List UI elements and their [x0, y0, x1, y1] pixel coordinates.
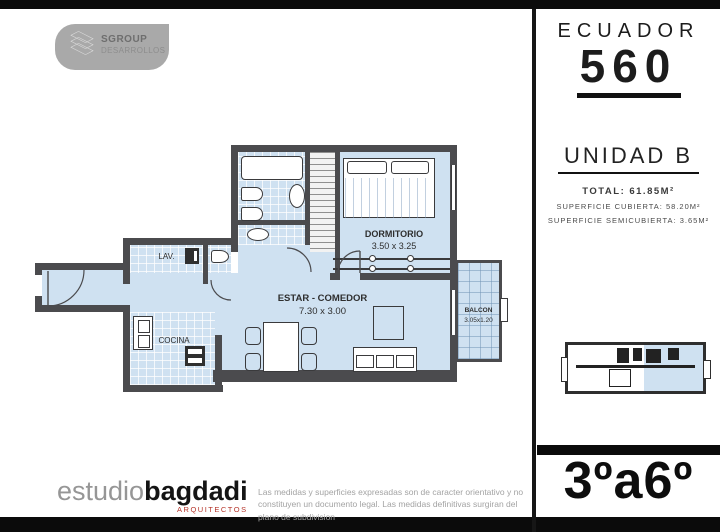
estar-label: ESTAR - COMEDOR	[277, 293, 368, 304]
wall	[330, 273, 340, 280]
toilet	[241, 207, 263, 221]
studio-name-light: estudio	[57, 476, 145, 506]
studio-name-bold: bagdadi	[144, 476, 248, 506]
sofa	[353, 347, 417, 372]
unit-total: TOTAL: 61.85M²	[582, 186, 675, 197]
unit-superficie-cubierta: SUPERFICIE CUBIERTA: 58.20M²	[556, 202, 701, 211]
pillow	[391, 161, 429, 174]
unit-info	[537, 143, 720, 225]
wall	[335, 152, 340, 273]
studio-logo	[57, 478, 248, 514]
top-black-bar	[0, 0, 720, 9]
wall	[123, 238, 130, 284]
project-header	[537, 20, 720, 98]
wall	[35, 305, 130, 312]
wall	[203, 245, 208, 284]
bidet	[241, 187, 263, 201]
developer-logo	[55, 24, 169, 70]
dormitorio-label: DORMITORIO	[364, 229, 424, 239]
burner-row	[188, 349, 202, 354]
wall	[35, 263, 130, 270]
pillow	[347, 161, 387, 174]
balcon-dims: 3.05x1.20	[464, 316, 493, 324]
chair	[245, 353, 261, 371]
chair	[301, 353, 317, 371]
wall	[231, 145, 238, 252]
sofa-cushion	[396, 355, 414, 368]
bedroom-window	[451, 165, 456, 210]
studio-subtitle: ARQUITECTOS	[177, 505, 248, 514]
project-number: 560	[579, 40, 678, 92]
wardrobe-rail	[333, 268, 450, 270]
key-plan-thumbnail	[565, 342, 706, 394]
wall	[213, 370, 457, 382]
wall	[305, 152, 310, 245]
wardrobe-handle	[369, 265, 376, 272]
chair	[301, 327, 317, 345]
wall	[215, 335, 222, 392]
wall	[123, 238, 238, 245]
floor-plan	[35, 140, 507, 396]
bed-duvet	[345, 178, 433, 218]
cocina-label: COCINA	[158, 336, 190, 345]
dormitorio-dims: 3.50 x 3.25	[371, 241, 417, 252]
unit-superficie-semicubierta: SUPERFICIE SEMICUBIERTA: 3.65M²	[547, 216, 710, 225]
entry-corridor-floor	[42, 270, 130, 305]
sofa-cushion	[356, 355, 374, 368]
floors-badge: 3ºa6º	[563, 452, 694, 510]
wardrobe-handle	[407, 255, 414, 262]
vertical-divider	[532, 9, 536, 532]
developer-name: SGROUP	[101, 34, 148, 45]
bathroom-sink	[289, 184, 305, 208]
key-plan-right-balcony	[703, 360, 711, 379]
chair	[245, 327, 261, 345]
sink-basin	[138, 320, 150, 333]
balcon-label: BALCON	[464, 307, 493, 314]
stove	[185, 346, 205, 366]
wall	[360, 273, 457, 280]
dining-table	[263, 322, 299, 372]
sofa-cushion	[376, 355, 394, 368]
wall	[123, 385, 223, 392]
estar-dims: 7.30 x 3.00	[298, 306, 346, 318]
lav-label: LAV.	[158, 252, 175, 261]
burner-row	[188, 358, 202, 363]
wall	[35, 263, 42, 275]
project-underline	[577, 93, 681, 98]
wall	[231, 145, 457, 152]
wall	[123, 305, 130, 392]
closet-hatch	[310, 152, 335, 252]
disclaimer-text: Las medidas y superficies expresadas son de caracter orientativo y no constituyen un documento legal. Las medidas definitivas surgiran del plano de subdivision	[258, 487, 524, 522]
developer-subtitle: DESARROLLOS	[101, 45, 166, 55]
project-street: ECUADOR	[557, 20, 700, 42]
wc-toilet	[211, 250, 229, 263]
washroom-sink	[247, 228, 269, 241]
key-plan-left-balcony	[561, 357, 568, 382]
unit-name: UNIDAD B	[558, 143, 699, 174]
wardrobe-handle	[407, 265, 414, 272]
wardrobe-handle	[369, 255, 376, 262]
bathtub	[241, 156, 303, 180]
wardrobe-rail	[333, 258, 450, 260]
